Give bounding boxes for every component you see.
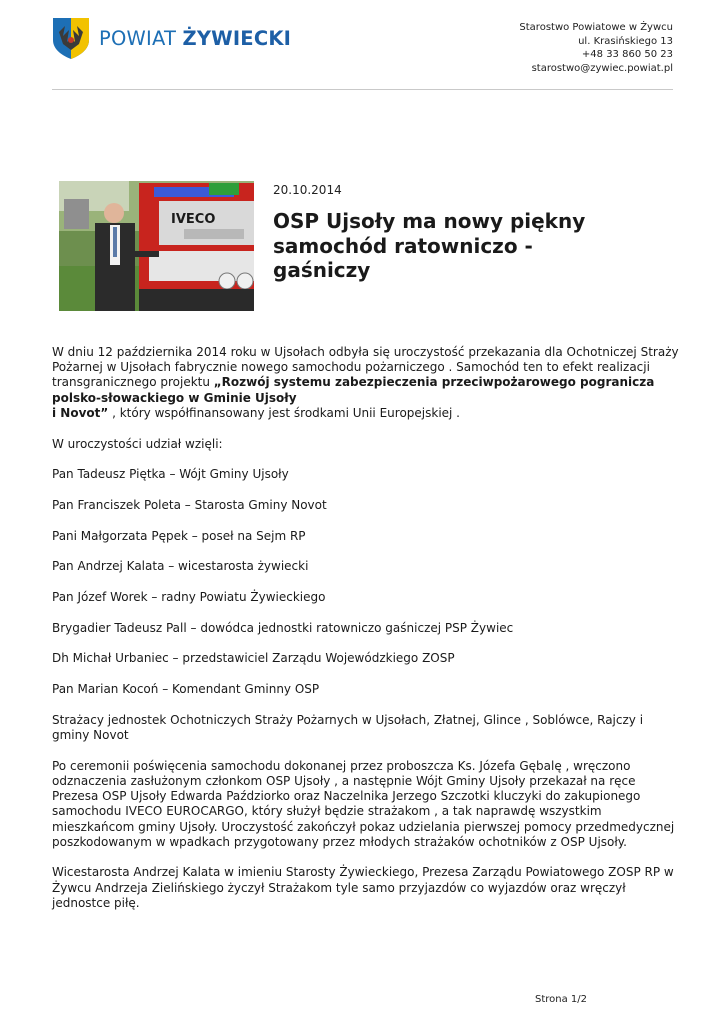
closing-paragraph: Wicestarosta Andrzej Kalata w imieniu Starosty Żywieckiego, Prezesa Zarządu Powiatowego ZOSP RP w Żywcu Andrzeja Zielińskiego życzył Strażakom tyle samo przyjazdów co wyjazdów oraz wręczył jednostce piłę. — [52, 865, 674, 910]
participant-item: Strażacy jednostek Ochotniczych Straży Pożarnych w Ujsołach, Złatnej, Glince , Soblówce, Rajczy i gminy Novot — [52, 712, 644, 743]
article-body — [52, 345, 682, 927]
article-photo — [59, 181, 254, 311]
intro-text: W dniu 12 października 2014 roku w Ujsołach odbyła się uroczystość przekazania dla Ochotniczej Straży Pożarnej w Ujsołach fabrycznie nowego samochodu pożarniczego . Samochód ten to efekt realizacji transgranicznego projektu — [52, 345, 679, 390]
participant-item: Brygadier Tadeusz Pall – dowódca jednostki ratowniczo gaśniczej PSP Żywiec — [52, 620, 514, 635]
participant-item: Pan Andrzej Kalata – wicestarosta żywiecki — [52, 559, 309, 574]
logo-text — [99, 27, 291, 50]
coat-of-arms-icon — [51, 16, 91, 60]
logo-text-bold: ŻYWIECKI — [182, 26, 292, 50]
powiat-logo — [51, 16, 291, 60]
office-street: ul. Krasińskiego 13 — [578, 35, 673, 47]
contact-block — [519, 21, 673, 75]
participant-item: Dh Michał Urbaniec – przedstawiciel Zarządu Wojewódzkiego ZOSP — [52, 651, 455, 666]
project-name-part2: i Novot” — [52, 405, 109, 420]
ceremony-paragraph: Po ceremonii poświęcenia samochodu dokonanej przez proboszcza Ks. Józefa Gębalę , wręczono odznaczenia zasłużonym członkom OSP Ujsoły , a następnie Wójt Gminy Ujsoły przekazał na ręce Prezesa OSP Ujsoły Edwarda Paździorko oraz Naczelnika Jerzego Szczotki kluczyki do zakupionego samochodu IVECO EUROCARGO, który służył będzie strażakom , a tak naprawdę wszystkim mieszkańcom gminy Ujsoły. Uroczystość zakończył pokaz udzielania pierwszej pomocy przedmedycznej poszkodowanym w wpadkach przygotowany przez młodych strażaków ochotników z OSP Ujsoły. — [52, 758, 675, 849]
article-title: OSP Ujsoły ma nowy piękny samochód ratowniczo - gaśniczy — [273, 209, 586, 282]
participant-item: Pan Józef Worek – radny Powiatu Żywieckiego — [52, 590, 326, 605]
participant-item: Pan Franciszek Poleta – Starosta Gminy Novot — [52, 497, 327, 512]
office-email[interactable]: starostwo@zywiec.powiat.pl — [531, 62, 673, 74]
office-name: Starostwo Powiatowe w Żywcu — [519, 22, 673, 33]
firetruck-photo-image — [59, 181, 254, 311]
participant-item: Pan Marian Kocoń – Komendant Gminny OSP — [52, 682, 320, 697]
intro-text-end: , który współfinansowany jest środkami Unii Europejskiej . — [108, 405, 460, 420]
header-divider — [52, 89, 673, 90]
page-number: Strona 1/2 — [534, 994, 587, 1005]
article-date: 20.10.2014 — [273, 183, 342, 197]
truck-brand-text: IVECO — [171, 212, 216, 227]
participants-heading: W uroczystości udział wzięli: — [52, 436, 223, 451]
project-name-part1: „Rozwój systemu zabezpieczenia przeciwpożarowego pogranicza polsko-słowackiego w Gminie Ujsoły — [52, 375, 655, 405]
intro-paragraph — [52, 345, 682, 421]
office-phone: +48 33 860 50 23 — [581, 49, 673, 60]
participant-item: Pan Tadeusz Piętka – Wójt Gminy Ujsoły — [52, 467, 289, 482]
participant-item: Pani Małgorzata Pępek – poseł na Sejm RP — [52, 528, 306, 543]
logo-text-light: POWIAT — [99, 26, 177, 50]
